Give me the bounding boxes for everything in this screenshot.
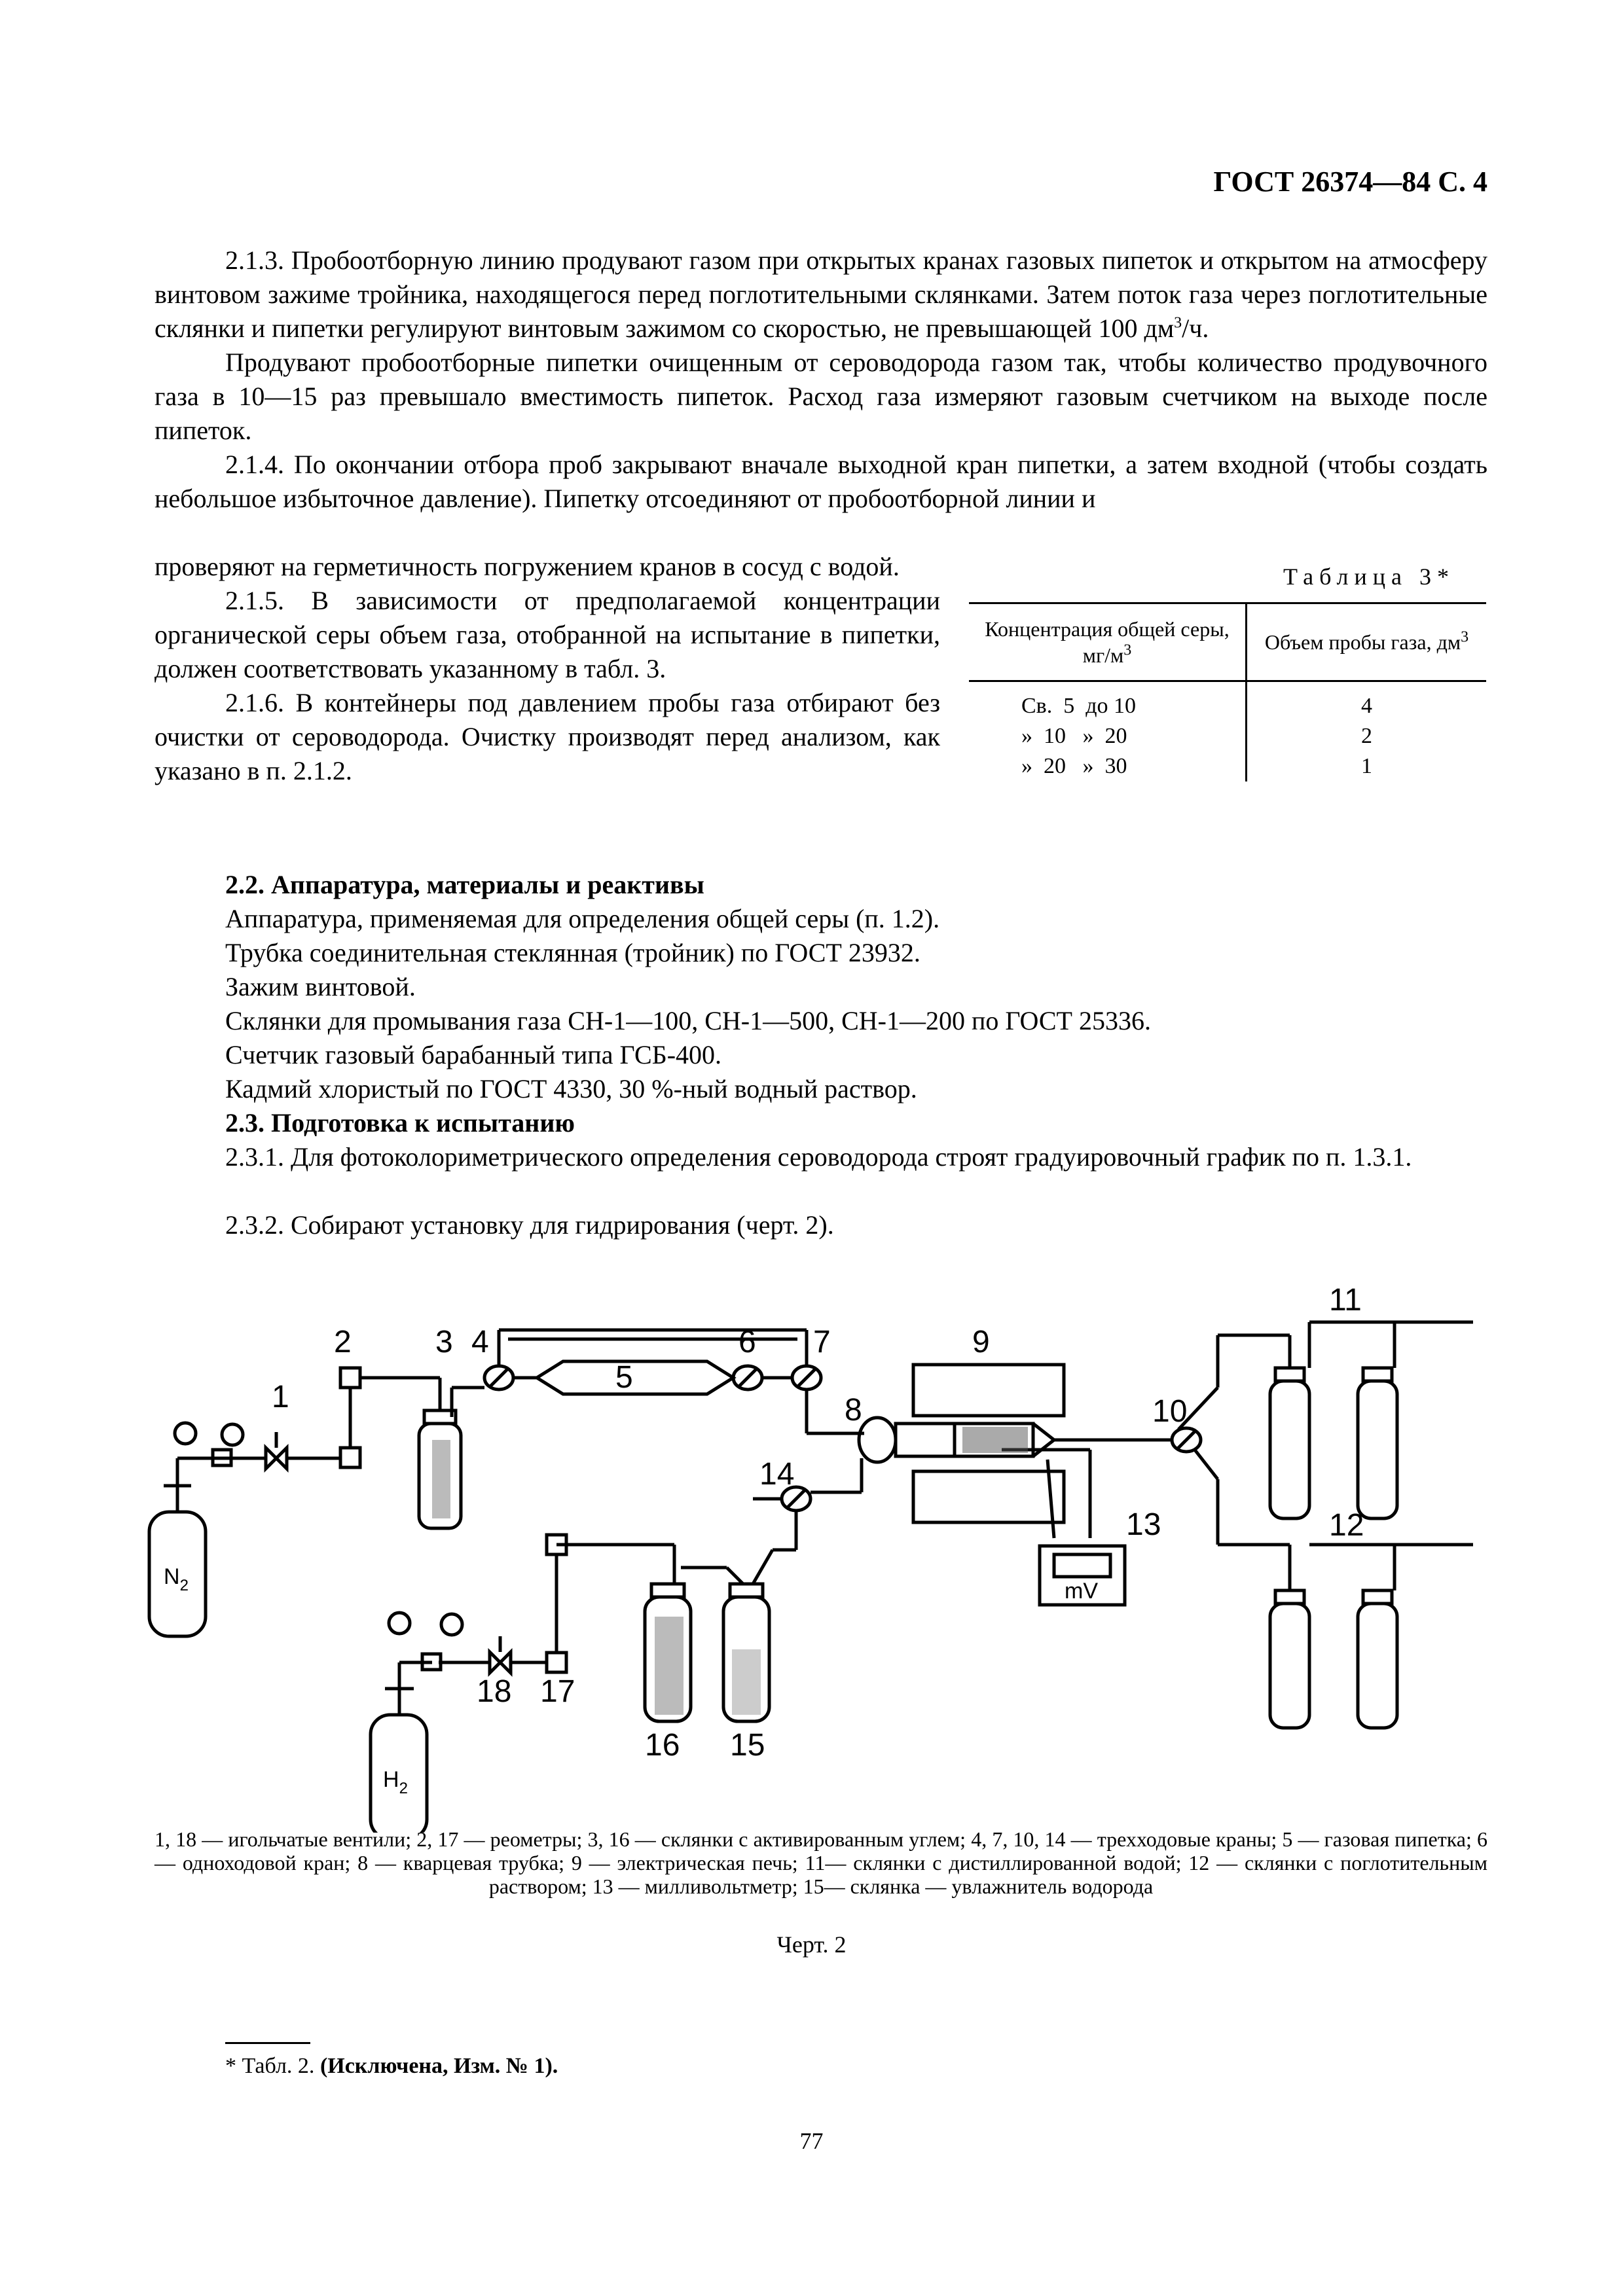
table-cell: Св. 5 до 10	[1021, 694, 1137, 718]
label-10: 10	[1152, 1394, 1188, 1429]
paragraph-2-1-4-tail: проверяют на герметичность погружением кранов в сосуд с водой.	[155, 552, 900, 581]
label-17: 17	[540, 1674, 575, 1709]
table-cell: 2	[1247, 721, 1487, 751]
paragraph-2-3-1: 2.3.1. Для фотоколориметрического определения сероводорода строят градуировочный график по п. 1.3.1.	[225, 1142, 1412, 1172]
table-3-header-volume: Объем пробы газа, $дм^3$	[1247, 603, 1487, 681]
table-cell: 4	[1247, 681, 1487, 722]
label-13: 13	[1126, 1507, 1161, 1542]
label-14: 14	[759, 1457, 795, 1492]
list-item: Аппаратура, применяемая для определения общей серы (п. 1.2).	[225, 904, 940, 933]
label-7: 7	[813, 1325, 831, 1359]
paragraph-2-1-6: 2.1.6. В контейнеры под давлением пробы газа отбирают без очистки от сероводорода. Очистку производят перед анализом, как указано в п. 2.1.2.	[155, 688, 940, 785]
paragraph-2-3-2: 2.3.2. Собирают установку для гидрирования (черт. 2).	[225, 1210, 834, 1240]
label-4: 4	[471, 1325, 489, 1359]
meter-unit: mV	[1065, 1579, 1098, 1604]
label-18: 18	[477, 1674, 512, 1709]
section-2-2-title: 2.2. Аппаратура, материалы и реактивы	[225, 870, 704, 899]
paragraph-purge: Продувают пробоотборные пипетки очищенным от сероводорода газом так, чтобы количество продувочного газа в 10—15 раз превышало вместимость пипеток. Расход газа измеряют газовым счетчиком на выходе после пипеток.	[155, 348, 1487, 445]
label-5: 5	[615, 1360, 633, 1395]
label-3: 3	[435, 1325, 453, 1359]
label-11: 11	[1329, 1283, 1362, 1318]
list-item: Трубка соединительная стеклянная (тройник) по ГОСТ 23932.	[225, 938, 921, 967]
table-cell: » 20 » 30	[1021, 754, 1127, 778]
page-number: 77	[799, 2128, 824, 2154]
figure-caption: 1, 18 — игольчатые вентили; 2, 17 — реометры; 3, 16 — склянки с активированным углем; 4, 7, 10, 14 — трехходовые краны; 5 — газовая пипетка; 6 — одноходовой кран; 8 — кварцевая трубка; 9 — электрическая печь; 11— склянки с дистиллированной водой; 12 — склянки с поглотительным раствором; 13 — милливольтметр; 15— склянка — увлажнитель водорода	[155, 1827, 1487, 1898]
label-9: 9	[972, 1325, 990, 1359]
footnote: * Табл. 2. (Исключена, Изм. № 1).	[225, 2054, 558, 2078]
section-2-3-title: 2.3. Подготовка к испытанию	[225, 1108, 575, 1138]
list-item: Кадмий хлористый по ГОСТ 4330, 30 %-ный водный раствор.	[225, 1074, 917, 1103]
label-n2: $N_2$	[164, 1564, 189, 1594]
table-cell: » 10 » 20	[1021, 724, 1127, 748]
label-8: 8	[845, 1393, 862, 1427]
list-item: Счетчик газовый барабанный типа ГСБ-400.	[225, 1040, 722, 1069]
paragraph-2-1-4: 2.1.4. По окончании отбора проб закрывают вначале выходной кран пипетки, а затем входной (чтобы создать небольшое избыточное давление). Пипетку отсоединяют от пробоотборной линии и	[155, 450, 1487, 513]
label-1: 1	[272, 1380, 289, 1414]
table-3-caption: Таблица 3*	[1283, 564, 1455, 590]
figure-title: Черт. 2	[776, 1931, 847, 1958]
page-header: ГОСТ 26374—84 С. 4	[1213, 166, 1487, 198]
table-cell: 1	[1247, 751, 1487, 781]
label-2: 2	[334, 1325, 352, 1359]
table-3-header-concentration: Концентрация общей серы, $мг/м^3$	[969, 603, 1247, 681]
footnote-rule	[225, 2042, 310, 2044]
label-12: 12	[1329, 1508, 1364, 1543]
label-h2: $H_2$	[383, 1767, 408, 1797]
list-item: Склянки для промывания газа СН-1—100, СН-1—500, СН-1—200 по ГОСТ 25336.	[225, 1006, 1151, 1035]
list-item: Зажим винтовой.	[225, 972, 416, 1001]
label-6: 6	[739, 1325, 756, 1359]
label-15: 15	[730, 1728, 765, 1763]
paragraph-2-1-3: 2.1.3. Пробоотборную линию продувают газом при открытых кранах газовых пипеток и открытом на атмосферу винтовом зажиме тройника, находящегося перед поглотительными склянками. Затем поток газа через поглотительные склянки и пипетки регулируют винтовым зажимом со скоростью, не превышающей 100 $дм^3/ч$.	[155, 245, 1487, 343]
paragraph-2-1-5: 2.1.5. В зависимости от предполагаемой концентрации органической серы объем газа, отобранной на испытание в пипетки, должен соответствовать указанному в табл. 3.	[155, 586, 940, 683]
label-16: 16	[645, 1728, 680, 1763]
